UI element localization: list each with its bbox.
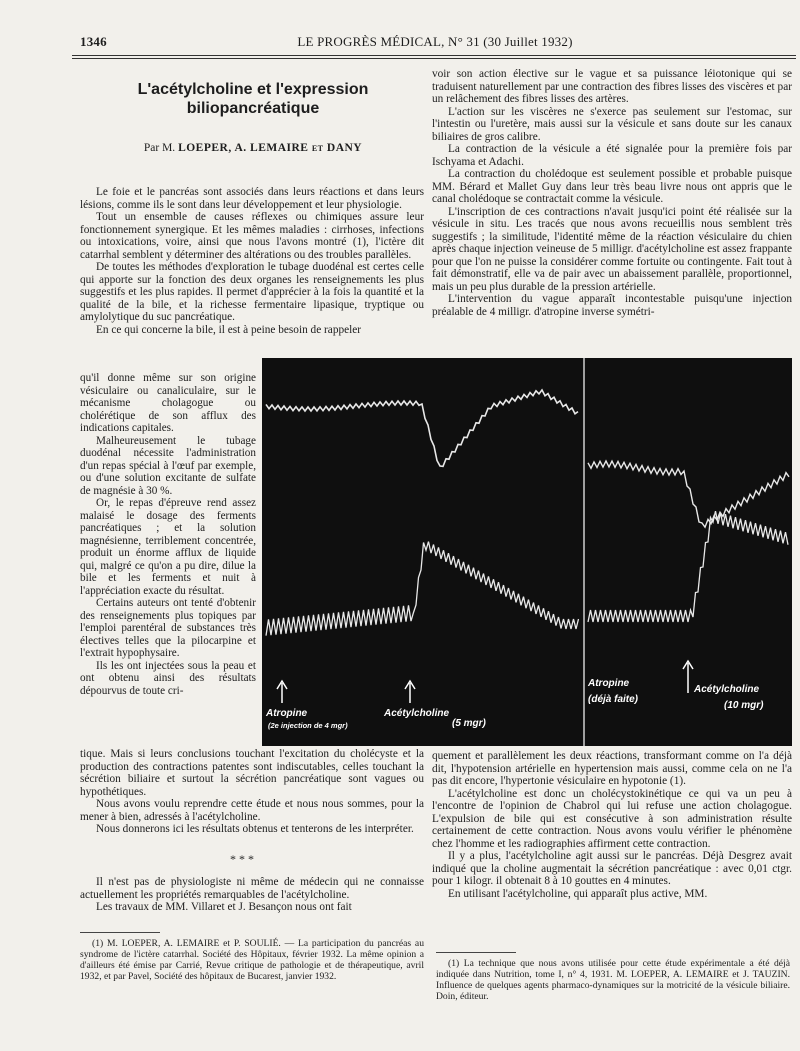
paragraph: L'action sur les viscères ne s'exerce pas seulement sur l'estomac, sur l'intestin ou l'uretère, mais aussi sur la vésicule et sans doute sur les canaux biliaires de gros calibre. xyxy=(432,105,792,143)
paragraph: quement et parallèlement les deux réactions, transformant comme on l'a déjà dit, l'hypotension artérielle en hypertension mais aussi, comme cela on ne l'a pas dit encore, l'hypertonie vésiculaire en hypotonie (1). xyxy=(432,750,792,787)
paragraph: En ce qui concerne la bile, il est à peine besoin de rappeler xyxy=(96,323,362,336)
paragraph: En utilisant l'acétylcholine, qui apparaît plus active, MM. xyxy=(448,887,708,900)
article-title: L'acétylcholine et l'expression biliopancréatique xyxy=(137,81,369,117)
kymograph-figure xyxy=(262,358,792,746)
label-atropine-1-note: (2e injection de 4 mgr) xyxy=(268,721,348,730)
label-acetylcholine-1: Acétylcholine xyxy=(384,708,450,719)
paragraph: Ils les ont injectées sous la peau et ont obtenu ainsi des résultats dépourvus de toute cri- xyxy=(80,659,256,697)
footnote-left xyxy=(80,938,424,982)
paragraph: L'inscription de ces contractions n'avait jusqu'ici point été réalisée sur la vésicule in situ. Les tracés que nous avons recueillis nous semblent très suggestifs ; la similitude, l'identité même de la réaction vésiculaire du chien après chaque injection veineuse de 5 milligr. d'acétylcholine est assez frappante pour que l'on ne puisse la considérer comme fortuite ou contingente. Fait tout à fait démonstratif, elle va de pair avec un abaissement parallèle, proportionnel, mais un peu plus durable de la pression artérielle. xyxy=(432,205,792,293)
running-header xyxy=(80,34,790,52)
footnote-right-text: (1) La technique que nous avons utilisée pour cette étude expérimentale a été déjà indiquée dans Nutrition, tome I, n° 4, 1931. M. LOEPER, A. LEMAIRE et J. TAUZIN. Influence de quelques agents pharmaco-dynamiques sur la motricité de la vésicule biliaire. Doin, éditeur. xyxy=(436,958,790,1002)
paragraph: voir son action élective sur le vague et sa puissance léiotonique qui se traduisent naturellement par une contraction des fibres lisses des viscères et par un relâchement des fibres lisses des artères. xyxy=(432,68,792,105)
paragraph: Nous avons voulu reprendre cette étude et nous nous sommes, pour la mener à bien, adressés à l'acétylcholine. xyxy=(80,798,424,823)
paragraph: Nous donnerons ici les résultats obtenus et tenterons de les interpréter. xyxy=(96,823,414,835)
paragraph: Malheureusement le tubage duodénal nécessite l'administration d'un repas spécial à l'œuf par exemple, ou d'une solution excitante de sulfate de magnésie à 30 %. xyxy=(80,434,256,497)
paragraph: Il n'est pas de physiologiste ni même de médecin qui ne connaisse actuellement les propriétés remarquables de l'acétylcholine. xyxy=(80,876,424,901)
left-column-after-separator xyxy=(80,876,424,914)
paragraph: Tout un ensemble de causes réflexes ou chimiques assure leur fonctionnement synergique. Et les mêmes maladies : cirrhoses, infections ou intoxications, voire, ainsi que nous l'avons montré (1), l'ictère dit catarrhal semblent y déterminer des altérations ou des troubles parallèles. xyxy=(80,211,424,261)
paragraph: Les travaux de MM. Villaret et J. Besançon nous ont fait xyxy=(96,901,352,913)
paragraph: Il y a plus, l'acétylcholine agit aussi sur le pancréas. Déjà Desgrez avait indiqué que la choline augmentait la sécrétion pancréatique : avec 0,01 ctgr. pour 1 kilogr. il obtenait 8 à 10 gouttes en 4 minutes. xyxy=(432,850,792,887)
footnote-left-text: (1) M. LOEPER, A. LEMAIRE et P. SOULIÉ. — La participation du pancréas au syndrome de l'ictère catarrhal. Société des Hôpitaux, février 1932. La même opinion a d'ailleurs été émise par Carrié, Revue critique de pathologie et de thérapeutique, avril 1932, et par Pavel, Société des hôpitaux de Bucarest, janvier 1932. xyxy=(80,938,424,982)
label-atropine-2-note: (déjà faite) xyxy=(588,694,639,705)
left-column-top xyxy=(80,186,424,336)
section-separator: * * * xyxy=(230,852,254,866)
page-number: 1346 xyxy=(80,34,107,49)
paragraph: Or, le repas d'épreuve rend assez malaisé le dosage des ferments pancréatiques ; et la solution magnésienne, terriblement concentrée, produit un énorme afflux de liquide qui, malgré ce qu'on a pu dire, dilue la bile et les ferments et nuit à l'appréciation exacte du résultat. xyxy=(80,497,256,597)
paragraph: Certains auteurs ont tenté d'obtenir des renseignements plus topiques par l'emploi parentéral de substances très électives telles que la pilocarpine et l'extrait hypophysaire. xyxy=(80,597,256,659)
byline-prefix: Par M. xyxy=(143,142,176,154)
byline xyxy=(88,142,418,154)
tracing-svg xyxy=(262,358,792,746)
paragraph: L'intervention du vague apparaît incontestable puisqu'une injection préalable de 4 milligr. d'atropine inverse symétri- xyxy=(432,293,792,318)
label-acetylcholine-2: Acétylcholine xyxy=(694,684,760,695)
paragraph: Le foie et le pancréas sont associés dans leurs réactions et dans leurs lésions, comme ils le sont dans leur développement et leur physiologie. xyxy=(80,186,424,211)
footnote-rule-left xyxy=(80,932,160,933)
header-rule-double xyxy=(72,58,796,59)
paragraph: De toutes les méthodes d'exploration le tubage duodénal est certes celle qui apporte sur la fonction des deux organes les renseignements les plus suggestifs et les plus rapides. Il permet d'apprécier à la fois la quantité et la qualité de la bile, et la richesse fermentaire lipasique, tryptique ou amylolytique du suc pancréatique. xyxy=(80,261,424,323)
left-column-bottom xyxy=(80,748,424,836)
paragraph: La contraction de la vésicule a été signalée pour la première fois par Ischyama et Adachi. xyxy=(432,143,792,168)
right-column-bottom xyxy=(432,750,792,900)
label-atropine-1: Atropine xyxy=(266,708,308,719)
paragraph: L'acétylcholine est donc un cholécystokinétique ce qui va un peu à l'encontre de l'opinion de Chabrol qui lui refuse une action cholagogue. L'expulsion de bile qui est consécutive à son administration résulte certainement de cette contraction. Nous avons voulu vérifier le phénomène chez l'homme et les radiographies affirment cette contraction. xyxy=(432,787,792,850)
header-rule xyxy=(72,55,796,56)
label-atropine-2: Atropine xyxy=(588,678,630,689)
label-acetylcholine-2-dose: (10 mgr) xyxy=(724,700,764,711)
author-names: LOEPER, A. LEMAIRE et DANY xyxy=(178,142,363,154)
right-column-top xyxy=(432,68,792,318)
journal-title: LE PROGRÈS MÉDICAL, N° 31 (30 Juillet 1932) xyxy=(297,34,573,49)
label-acetylcholine-1-dose: (5 mgr) xyxy=(452,718,486,729)
paragraph: tique. Mais si leurs conclusions touchant l'excitation du cholécyste et la production des contractions patentes sont indiscutables, celles touchant la sécrétion biliaire et surtout la sécrétion pancréatique sont vagues ou hypothétiques. xyxy=(80,748,424,798)
left-column-narrow xyxy=(80,372,256,697)
paragraph: qu'il donne même sur son origine vésiculaire ou canaliculaire, sur le mécanisme cholagogue ou cholérétique de son afflux des indications capitales. xyxy=(80,372,256,434)
footnote-right xyxy=(436,958,790,1002)
paragraph: La contraction du cholédoque est seulement possible et probable puisque MM. Bérard et Mallet Guy dans leur très beau livre nous ont appris que le canal cholédoque se contractait comme la vésicule. xyxy=(432,168,792,205)
footnote-rule-right xyxy=(436,952,516,953)
